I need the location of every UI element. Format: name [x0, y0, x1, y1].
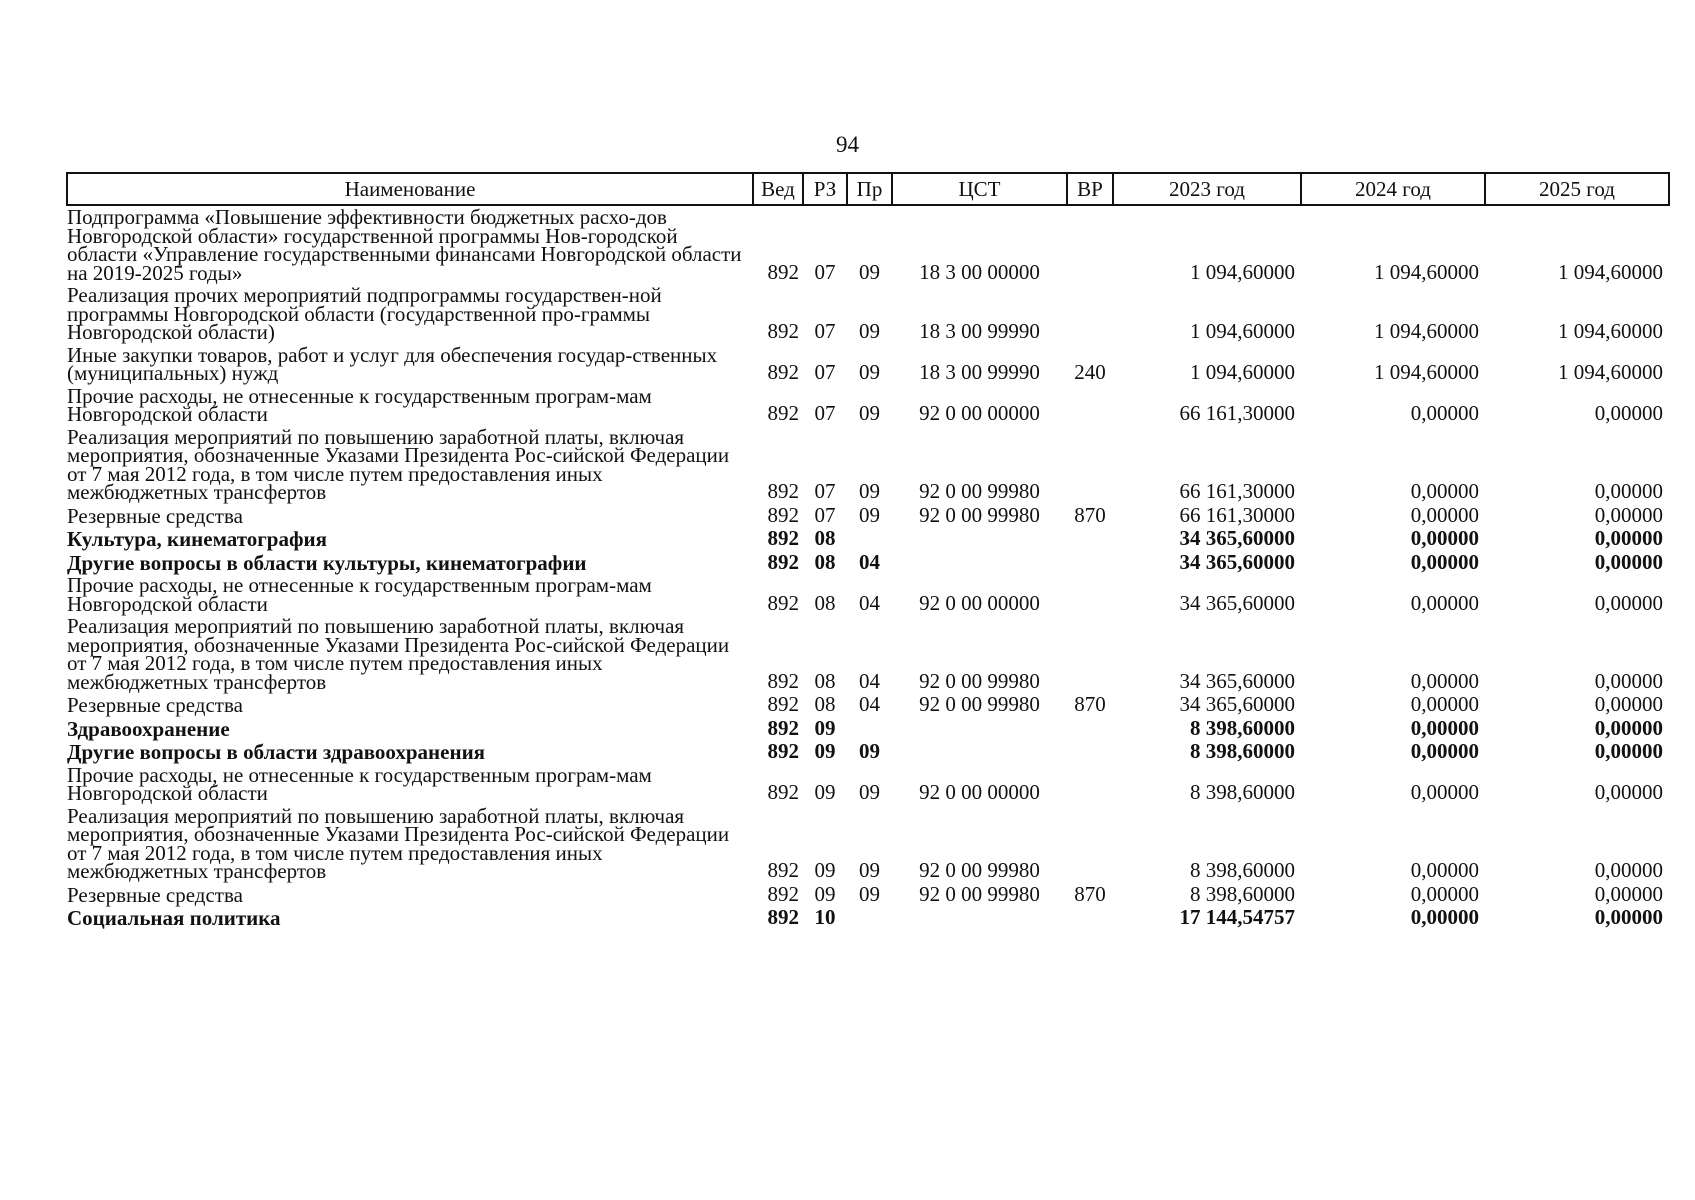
table-row: [67, 504, 1669, 528]
table-row: [67, 574, 1669, 615]
row-vr: [1067, 574, 1113, 615]
row-name: Прочие расходы, не отнесенные к государственным програм-мам Новгородской области: [67, 383, 652, 426]
row-rz: 10: [814, 905, 836, 929]
row-amount-2024: 0,00000: [1410, 858, 1479, 882]
row-rz: 09: [814, 739, 836, 763]
row-amount-2024: 0,00000: [1410, 590, 1479, 615]
row-vr: 870: [1074, 502, 1106, 527]
row-ved: 892: [767, 905, 799, 929]
header-rz: РЗ: [803, 173, 847, 205]
row-name: Резервные средства: [67, 693, 243, 717]
row-amount-2023: 1 094,60000: [1190, 259, 1295, 284]
row-amount-2025: 0,00000: [1594, 780, 1663, 804]
header-2023: 2023 год: [1113, 173, 1301, 205]
row-rz: 08: [814, 590, 836, 615]
row-rz: 07: [814, 502, 836, 527]
row-ved: 892: [767, 668, 799, 693]
table-row: [67, 615, 1669, 693]
row-name: Культура, кинематография: [67, 527, 327, 551]
row-rz: 08: [814, 526, 836, 550]
row-pr: 09: [859, 401, 880, 425]
row-amount-2025: 1 094,60000: [1558, 319, 1663, 343]
row-vr: [1067, 717, 1113, 741]
row-amount-2023: 66 161,30000: [1179, 479, 1295, 503]
row-rz: 09: [814, 858, 836, 882]
row-rz: 07: [814, 259, 836, 284]
row-cst: 18 3 00 99990: [919, 360, 1040, 384]
row-rz: 07: [814, 401, 836, 425]
row-rz: 08: [814, 668, 836, 693]
row-name: Реализация мероприятий по повышению заработной платы, включая мероприятия, обозначенные Указами Президента Рос-сийской Федерации от 7 мая 2012 года, в том числе путем предоставления иных межбюджетных трансфертов: [67, 614, 730, 694]
row-cst: [892, 527, 1067, 551]
row-name: Резервные средства: [67, 882, 243, 907]
row-pr: 09: [859, 360, 880, 384]
header-name: Наименование: [67, 173, 753, 205]
row-pr: 09: [859, 502, 880, 527]
row-pr: 09: [859, 739, 880, 763]
row-pr: 04: [859, 590, 880, 615]
row-amount-2024: 0,00000: [1410, 549, 1479, 574]
row-pr: 04: [859, 692, 880, 716]
row-amount-2025: 1 094,60000: [1558, 259, 1663, 284]
row-ved: 892: [767, 549, 799, 574]
row-rz: 09: [814, 715, 836, 740]
row-cst: 92 0 00 99980: [919, 479, 1040, 503]
header-2024: 2024 год: [1301, 173, 1485, 205]
row-amount-2025: 0,00000: [1594, 881, 1663, 906]
row-amount-2025: 0,00000: [1594, 479, 1663, 503]
row-cst: 18 3 00 00000: [919, 259, 1040, 284]
row-rz: 09: [814, 881, 836, 906]
row-rz: 07: [814, 479, 836, 503]
row-amount-2023: 66 161,30000: [1179, 401, 1295, 425]
row-amount-2024: 0,00000: [1410, 526, 1479, 550]
row-ved: 892: [767, 692, 799, 716]
row-amount-2024: 0,00000: [1410, 692, 1479, 716]
table-row: [67, 344, 1669, 385]
row-vr: [1067, 527, 1113, 551]
row-amount-2024: 0,00000: [1410, 881, 1479, 906]
row-vr: [1067, 426, 1113, 504]
row-amount-2024: 0,00000: [1410, 401, 1479, 425]
row-vr: [1067, 551, 1113, 575]
row-amount-2024: 0,00000: [1410, 479, 1479, 503]
row-pr: [847, 527, 892, 551]
row-vr: [1067, 805, 1113, 883]
row-name: Прочие расходы, не отнесенные к государственным програм-мам Новгородской области: [67, 762, 652, 805]
row-name: Реализация мероприятий по повышению заработной платы, включая мероприятия, обозначенные Указами Президента Рос-сийской Федерации от 7 мая 2012 года, в том числе путем предоставления иных межбюджетных трансфертов: [67, 424, 730, 504]
row-vr: [1067, 385, 1113, 426]
row-vr: [1067, 205, 1113, 284]
budget-table: [66, 172, 1668, 930]
row-amount-2024: 0,00000: [1410, 905, 1479, 929]
row-amount-2023: 1 094,60000: [1190, 319, 1295, 343]
table-row: [67, 205, 1669, 284]
row-cst: 92 0 00 99980: [919, 668, 1040, 693]
table-row: [67, 426, 1669, 504]
table-row: [67, 284, 1669, 344]
row-pr: 09: [859, 780, 880, 804]
row-pr: 09: [859, 479, 880, 503]
row-amount-2025: 0,00000: [1594, 401, 1663, 425]
row-cst: 92 0 00 99980: [919, 858, 1040, 882]
row-rz: 07: [814, 319, 836, 343]
row-name: Социальная политика: [67, 906, 281, 930]
row-name: Резервные средства: [67, 503, 243, 528]
row-pr: [847, 906, 892, 930]
row-cst: [892, 740, 1067, 764]
row-amount-2023: 8 398,60000: [1190, 858, 1295, 882]
row-amount-2023: 8 398,60000: [1190, 780, 1295, 804]
row-amount-2024: 0,00000: [1410, 780, 1479, 804]
row-name: Подпрограмма «Повышение эффективности бюджетных расхо-дов Новгородской области» государственной программы Нов-городской области «Управление государственными финансами Новгородской области на 2019-2025 годы»: [67, 205, 742, 285]
row-amount-2025: 0,00000: [1594, 502, 1663, 527]
row-amount-2023: 34 365,60000: [1179, 692, 1295, 716]
table-row: [67, 764, 1669, 805]
row-name: Здравоохранение: [67, 716, 230, 741]
row-pr: 09: [859, 319, 880, 343]
row-cst: [892, 717, 1067, 741]
row-cst: 92 0 00 00000: [919, 590, 1040, 615]
table-row: [67, 693, 1669, 717]
row-ved: 892: [767, 360, 799, 384]
row-ved: 892: [767, 881, 799, 906]
row-amount-2023: 66 161,30000: [1179, 502, 1295, 527]
row-amount-2025: 0,00000: [1594, 858, 1663, 882]
page-number: 94: [836, 132, 859, 157]
row-pr: [847, 717, 892, 741]
row-amount-2024: 0,00000: [1410, 739, 1479, 763]
row-amount-2025: 0,00000: [1594, 692, 1663, 716]
row-amount-2023: 8 398,60000: [1190, 881, 1295, 906]
row-ved: 892: [767, 479, 799, 503]
row-amount-2024: 0,00000: [1410, 502, 1479, 527]
row-ved: 892: [767, 780, 799, 804]
row-ved: 892: [767, 715, 799, 740]
row-name: Иные закупки товаров, работ и услуг для обеспечения государ-ственных (муниципальных) нужд: [67, 342, 718, 385]
row-cst: 92 0 00 00000: [919, 401, 1040, 425]
row-amount-2024: 1 094,60000: [1374, 319, 1479, 343]
row-ved: 892: [767, 739, 799, 763]
row-amount-2025: 0,00000: [1594, 526, 1663, 550]
row-vr: 870: [1074, 881, 1106, 906]
row-amount-2025: 0,00000: [1594, 739, 1663, 763]
row-amount-2023: 34 365,60000: [1179, 549, 1295, 574]
row-amount-2023: 8 398,60000: [1190, 739, 1295, 763]
table-row: [67, 740, 1669, 764]
row-vr: [1067, 615, 1113, 693]
row-amount-2025: 0,00000: [1594, 905, 1663, 929]
row-amount-2025: 0,00000: [1594, 715, 1663, 740]
row-amount-2024: 1 094,60000: [1374, 360, 1479, 384]
table-row: [67, 717, 1669, 741]
table-row: [67, 551, 1669, 575]
row-pr: 04: [859, 549, 880, 574]
row-vr: [1067, 764, 1113, 805]
row-vr: [1067, 906, 1113, 930]
row-cst: [892, 551, 1067, 575]
row-amount-2023: 8 398,60000: [1190, 715, 1295, 740]
row-rz: 07: [814, 360, 836, 384]
header-pr: Пр: [847, 173, 892, 205]
header-cst: ЦСТ: [892, 173, 1067, 205]
row-name: Другие вопросы в области культуры, кинематографии: [67, 550, 587, 575]
row-vr: [1067, 740, 1113, 764]
row-rz: 09: [814, 780, 836, 804]
row-ved: 892: [767, 259, 799, 284]
row-vr: [1067, 284, 1113, 344]
row-pr: 09: [859, 259, 880, 284]
row-amount-2024: 1 094,60000: [1374, 259, 1479, 284]
table-row: [67, 906, 1669, 930]
header-ved: Вед: [753, 173, 803, 205]
row-cst: [892, 906, 1067, 930]
table-row: [67, 805, 1669, 883]
row-amount-2023: 1 094,60000: [1190, 360, 1295, 384]
row-name: Другие вопросы в области здравоохранения: [67, 740, 486, 764]
row-ved: 892: [767, 526, 799, 550]
row-pr: 09: [859, 858, 880, 882]
table-row: [67, 883, 1669, 907]
row-ved: 892: [767, 858, 799, 882]
row-name: Прочие расходы, не отнесенные к государственным програм-мам Новгородской области: [67, 573, 652, 616]
row-amount-2023: 34 365,60000: [1179, 668, 1295, 693]
row-cst: 92 0 00 99980: [919, 692, 1040, 716]
row-cst: 18 3 00 99990: [919, 319, 1040, 343]
table-row: [67, 385, 1669, 426]
row-amount-2023: 34 365,60000: [1179, 526, 1295, 550]
table-header-row: [67, 173, 1669, 205]
row-ved: 892: [767, 319, 799, 343]
row-rz: 08: [814, 692, 836, 716]
row-amount-2023: 17 144,54757: [1179, 905, 1295, 929]
row-vr: 240: [1074, 360, 1106, 384]
row-cst: 92 0 00 99980: [919, 881, 1040, 906]
row-ved: 892: [767, 590, 799, 615]
row-amount-2025: 1 094,60000: [1558, 360, 1663, 384]
row-amount-2025: 0,00000: [1594, 590, 1663, 615]
expenditure-table: [66, 172, 1670, 930]
row-cst: 92 0 00 00000: [919, 780, 1040, 804]
row-amount-2024: 0,00000: [1410, 668, 1479, 693]
row-pr: 04: [859, 668, 880, 693]
row-pr: 09: [859, 881, 880, 906]
row-amount-2025: 0,00000: [1594, 668, 1663, 693]
row-ved: 892: [767, 401, 799, 425]
row-cst: 92 0 00 99980: [919, 502, 1040, 527]
header-2025: 2025 год: [1485, 173, 1669, 205]
row-amount-2025: 0,00000: [1594, 549, 1663, 574]
table-body: [67, 205, 1669, 930]
row-amount-2023: 34 365,60000: [1179, 590, 1295, 615]
row-amount-2024: 0,00000: [1410, 715, 1479, 740]
row-rz: 08: [814, 549, 836, 574]
header-vr: ВР: [1067, 173, 1113, 205]
row-name: Реализация мероприятий по повышению заработной платы, включая мероприятия, обозначенные Указами Президента Рос-сийской Федерации от 7 мая 2012 года, в том числе путем предоставления иных межбюджетных трансфертов: [67, 803, 730, 883]
row-ved: 892: [767, 502, 799, 527]
table-row: [67, 527, 1669, 551]
row-name: Реализация прочих мероприятий подпрограммы государствен-ной программы Новгородской области (государственной про-граммы Новгородской области): [67, 283, 662, 344]
row-vr: 870: [1074, 692, 1106, 716]
